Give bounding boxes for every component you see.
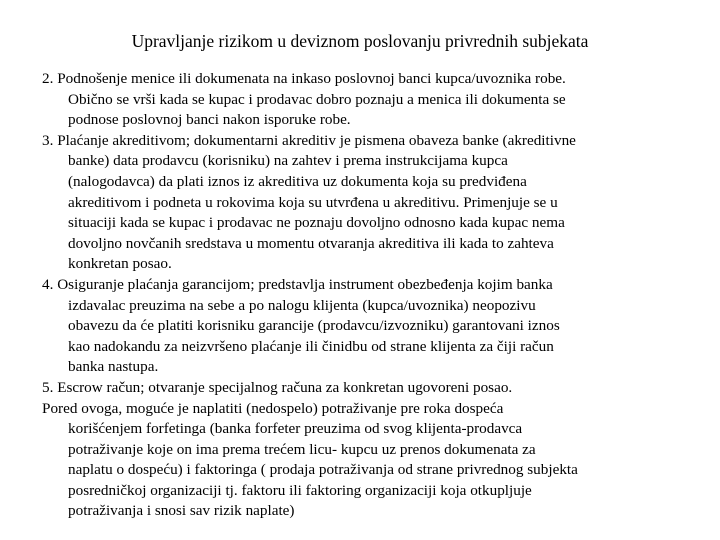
list-item-escrow <box>42 378 682 399</box>
line: potraživanje koje on ima prema trećem licu- kupcu uz prenos dokumenata za <box>68 440 536 458</box>
slide-title: Upravljanje rizikom u deviznom poslovanju privrednih subjekata <box>131 31 589 51</box>
line: potraživanja i snosi sav rizik naplate) <box>68 502 295 520</box>
line: 5. Escrow račun; otvaranje specijalnog računa za konkretan ugovoreni posao. <box>42 378 513 396</box>
line: izdavalac preuzima na sebe a po nalogu klijenta (kupca/uvoznika) neopozivu <box>68 296 536 314</box>
line: kao nadokandu za neizvršeno plaćanje ili činidbu od strane klijenta za čiji račun <box>68 337 554 355</box>
line: konkretan posao. <box>68 255 172 273</box>
list-item-garancija <box>42 275 682 378</box>
line: obavezu da će platiti korisniku garancije (prodavcu/izvozniku) garantovani iznos <box>68 317 560 335</box>
line: 4. Osiguranje plaćanja garancijom; predstavlja instrument obezbeđenja kojim banka <box>42 275 553 293</box>
line: Pored ovoga, moguće je naplatiti (nedospelo) potraživanje pre roka dospeća <box>42 399 504 417</box>
line: podnose poslovnoj banci nakon isporuke robe. <box>68 111 351 129</box>
slide-body <box>42 69 682 522</box>
line: situaciji kada se kupac i prodavac ne poznaju dovoljno odnosno kada kupac nema <box>68 214 565 232</box>
line: 3. Plaćanje akreditivom; dokumentarni akreditiv je pismena obaveza banke (akreditivne <box>42 131 576 149</box>
line: banka nastupa. <box>68 358 159 376</box>
line: (nalogodavca) da plati iznos iz akreditiva uz dokumenta koja su predviđena <box>68 172 527 190</box>
line: posredničkoj organizaciji tj. faktoru ili faktoring organizaciji koja otkupljuje <box>68 481 532 499</box>
line: dovoljno novčanih sredstava u momentu otvaranja akreditiva ili kada to zahteva <box>68 234 554 252</box>
line: 2. Podnošenje menice ili dokumenata na inkaso poslovnoj banci kupca/uvoznika robe. <box>42 70 566 87</box>
line: korišćenjem forfetinga (banka forfeter preuzima od svog klijenta-prodavca <box>68 420 523 438</box>
list-item-inkaso <box>42 69 682 131</box>
list-item-akreditiv <box>42 131 682 275</box>
line: naplatu o dospeću) i faktoringa ( prodaja potraživanja od strane privrednog subjekta <box>68 461 578 479</box>
line: akreditivom i podneta u rokovima koja su utvrđena u akreditivu. Primenjuje se u <box>68 193 558 211</box>
line: Obično se vrši kada se kupac i prodavac dobro poznaju a menica ili dokumenta se <box>68 90 566 108</box>
list-item-forfeting-faktoring <box>42 399 682 523</box>
line: banke) data prodavcu (korisniku) na zahtev i prema instrukcijama kupca <box>68 152 508 170</box>
